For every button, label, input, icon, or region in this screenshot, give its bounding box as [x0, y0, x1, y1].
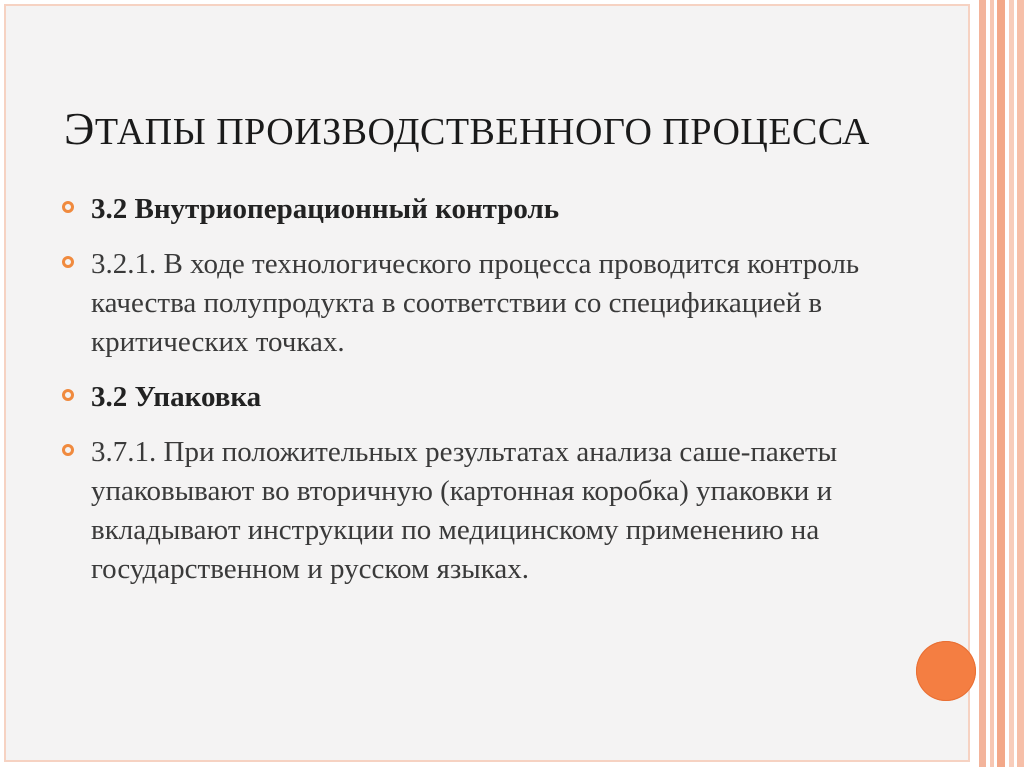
decor-stripe [1009, 0, 1014, 767]
bullet-text: 3.2.1. В ходе технологического процесса проводится контроль качества полупродукта в соответствии со спецификацией в критических точках. [91, 248, 860, 358]
orange-circle-icon [916, 641, 976, 701]
bullet-item-control-text [62, 245, 902, 362]
decor-stripe [997, 0, 1005, 767]
decor-stripe [979, 0, 986, 767]
bullet-item-heading-packaging [62, 378, 902, 417]
slide-title [64, 102, 870, 155]
ring-bullet-icon [62, 201, 74, 213]
title-initial: Э [64, 103, 95, 154]
bullet-item-heading-control [62, 190, 902, 229]
decor-stripe [1017, 0, 1024, 767]
bullet-list [62, 190, 902, 605]
ring-bullet-icon [62, 256, 74, 268]
decor-stripe [990, 0, 994, 767]
bullet-text: 3.2 Упаковка [91, 381, 262, 413]
bullet-text: 3.7.1. При положительных результатах анализа саше-пакеты упаковывают во вторичную (картонная коробка) упаковки и вкладывают инструкции по медицинскому применению на государственном и русском языках. [91, 436, 838, 585]
title-rest: ТАПЫ ПРОИЗВОДСТВЕННОГО ПРОЦЕССА [94, 111, 870, 153]
bullet-item-packaging-text [62, 433, 902, 589]
ring-bullet-icon [62, 389, 74, 401]
ring-bullet-icon [62, 444, 74, 456]
bullet-text: 3.2 Внутриоперационный контроль [91, 193, 560, 225]
